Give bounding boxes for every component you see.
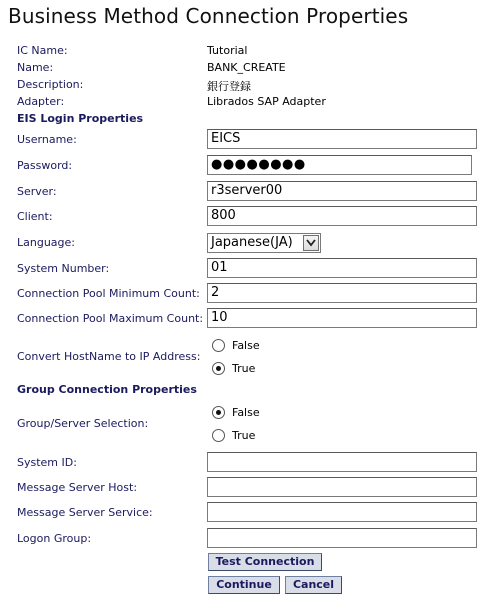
continue-button[interactable]: Continue bbox=[208, 576, 280, 594]
name-value: BANK_CREATE bbox=[207, 61, 286, 74]
password-label: Password: bbox=[17, 159, 73, 172]
client-label: Client: bbox=[17, 210, 53, 223]
language-select[interactable] bbox=[207, 233, 321, 253]
description-label: Description: bbox=[17, 78, 84, 91]
pool-min-input[interactable]: 2 bbox=[207, 283, 477, 303]
name-label: Name: bbox=[17, 61, 54, 74]
password-input[interactable]: ●●●●●●●● bbox=[207, 155, 472, 175]
client-input[interactable]: 800 bbox=[207, 206, 477, 226]
logon-group-input[interactable] bbox=[207, 528, 477, 548]
convert-hostname-label: Convert HostName to IP Address: bbox=[17, 350, 201, 363]
logon-group-label: Logon Group: bbox=[17, 532, 92, 545]
language-label: Language: bbox=[17, 236, 75, 249]
system-number-input[interactable]: 01 bbox=[207, 258, 477, 278]
system-id-label: System ID: bbox=[17, 456, 77, 469]
pool-min-label: Connection Pool Minimum Count: bbox=[17, 287, 200, 300]
message-host-label: Message Server Host: bbox=[17, 481, 138, 494]
system-id-input[interactable] bbox=[207, 452, 477, 472]
group-selection-false-label: False bbox=[232, 406, 260, 419]
convert-hostname-false-label: False bbox=[232, 339, 260, 352]
pool-max-label: Connection Pool Maximum Count: bbox=[17, 312, 204, 325]
group-selection-true-radio[interactable] bbox=[212, 429, 225, 442]
ic-name-label: IC Name: bbox=[17, 44, 68, 57]
adapter-label: Adapter: bbox=[17, 95, 65, 108]
group-selection-true-label: True bbox=[232, 429, 256, 442]
username-input[interactable]: EICS bbox=[207, 129, 477, 149]
description-value: 銀行登録 bbox=[207, 80, 251, 93]
group-selection-label: Group/Server Selection: bbox=[17, 417, 149, 430]
group-selection-false-radio[interactable] bbox=[212, 406, 225, 419]
adapter-value: Librados SAP Adapter bbox=[207, 95, 326, 108]
server-input[interactable]: r3server00 bbox=[207, 181, 477, 201]
message-service-input[interactable] bbox=[207, 502, 477, 522]
system-number-label: System Number: bbox=[17, 262, 110, 275]
page-title: Business Method Connection Properties bbox=[8, 4, 409, 28]
convert-hostname-true-label: True bbox=[232, 362, 256, 375]
server-label: Server: bbox=[17, 185, 57, 198]
test-connection-button[interactable]: Test Connection bbox=[208, 553, 322, 571]
ic-name-value: Tutorial bbox=[207, 44, 248, 57]
message-host-input[interactable] bbox=[207, 477, 477, 497]
eis-login-heading: EIS Login Properties bbox=[17, 112, 144, 125]
cancel-button[interactable]: Cancel bbox=[285, 576, 342, 594]
message-service-label: Message Server Service: bbox=[17, 506, 153, 519]
chevron-down-icon[interactable] bbox=[303, 235, 319, 251]
convert-hostname-false-radio[interactable] bbox=[212, 339, 225, 352]
convert-hostname-true-radio[interactable] bbox=[212, 362, 225, 375]
language-selected-value: Japanese(JA) bbox=[211, 235, 293, 250]
username-label: Username: bbox=[17, 133, 77, 146]
pool-max-input[interactable]: 10 bbox=[207, 308, 477, 328]
group-connection-heading: Group Connection Properties bbox=[17, 383, 197, 396]
